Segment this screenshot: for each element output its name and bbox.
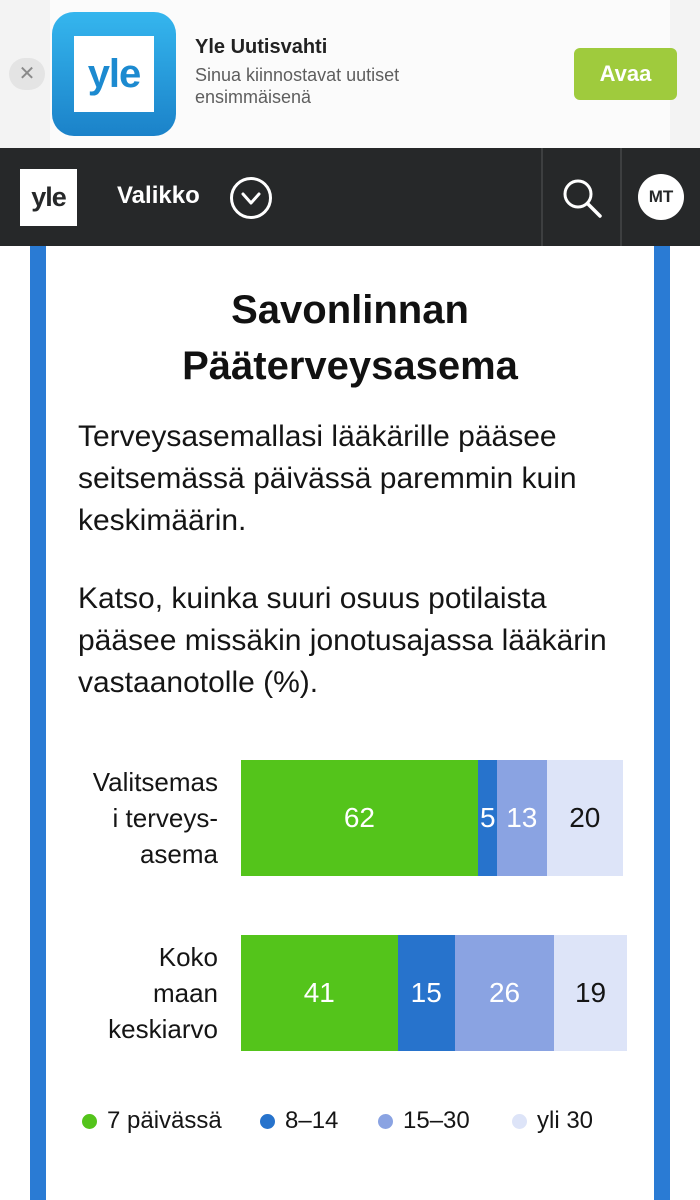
- chart-data-label: 5: [480, 802, 496, 833]
- legend-label: 8–14: [285, 1107, 339, 1134]
- menu-button-label[interactable]: Valikko: [117, 182, 200, 209]
- app-icon-logo: yle: [74, 36, 154, 112]
- legend-swatch: [512, 1114, 527, 1129]
- article-frame-right: [654, 246, 670, 1200]
- close-icon[interactable]: ✕: [9, 58, 45, 90]
- chart-data-label: 15: [410, 977, 442, 1008]
- article-frame-left: [30, 246, 46, 1200]
- chart-data-label: 19: [574, 977, 607, 1008]
- chart-category-label-line: keskiarvo: [108, 1014, 218, 1044]
- legend-label: 15–30: [403, 1107, 470, 1134]
- chevron-down-circle-icon[interactable]: [230, 177, 272, 219]
- chart-category-label-line: maan: [152, 978, 218, 1008]
- chart-category-label-line: Valitsemas: [92, 767, 218, 797]
- legend-swatch: [378, 1114, 393, 1129]
- app-icon: [52, 12, 176, 136]
- intro-paragraph: Terveysasemallasi lääkärille pääsee seitsemässä päivässä paremmin kuin keskimäärin.: [78, 420, 577, 537]
- user-avatar[interactable]: MT: [638, 174, 684, 220]
- chart-category-label: [60, 939, 218, 1047]
- chart-bar-row: [241, 760, 623, 876]
- nav-divider: [620, 148, 622, 246]
- chart-bar-row: [241, 935, 623, 1051]
- legend-label: yli 30: [537, 1107, 594, 1134]
- legend-swatch: [260, 1114, 275, 1129]
- legend-swatch: [82, 1114, 97, 1129]
- chart-category-label: [60, 764, 218, 872]
- app-name: Yle Uutisvahti: [195, 36, 328, 58]
- health-center-title: Savonlinnan Pääterveysasema: [182, 288, 518, 388]
- chart-data-label: 62: [343, 802, 375, 833]
- chart-category-label-line: asema: [139, 839, 218, 869]
- legend-label: 7 päivässä: [107, 1107, 222, 1134]
- app-install-banner: [0, 0, 700, 148]
- chart-intro-paragraph: Katso, kuinka suuri osuus potilaista pääsee missäkin jonotusajassa lääkärin vastaanotolle (%).: [78, 582, 607, 699]
- search-icon[interactable]: [560, 176, 604, 220]
- nav-divider: [541, 148, 543, 246]
- app-description: Sinua kiinnostavat uutiset ensimmäisenä: [195, 65, 400, 107]
- chart-data-label: 20: [569, 802, 601, 833]
- chart-data-label: 41: [303, 977, 335, 1008]
- chart-category-label-line: Koko: [158, 942, 218, 972]
- chart-data-label: 26: [488, 977, 521, 1008]
- chart-data-label: 13: [506, 802, 538, 833]
- top-navigation: [0, 148, 700, 246]
- yle-logo[interactable]: yle: [20, 169, 77, 226]
- open-app-button[interactable]: Avaa: [574, 48, 677, 100]
- chart-category-label-line: i terveys-: [112, 803, 218, 833]
